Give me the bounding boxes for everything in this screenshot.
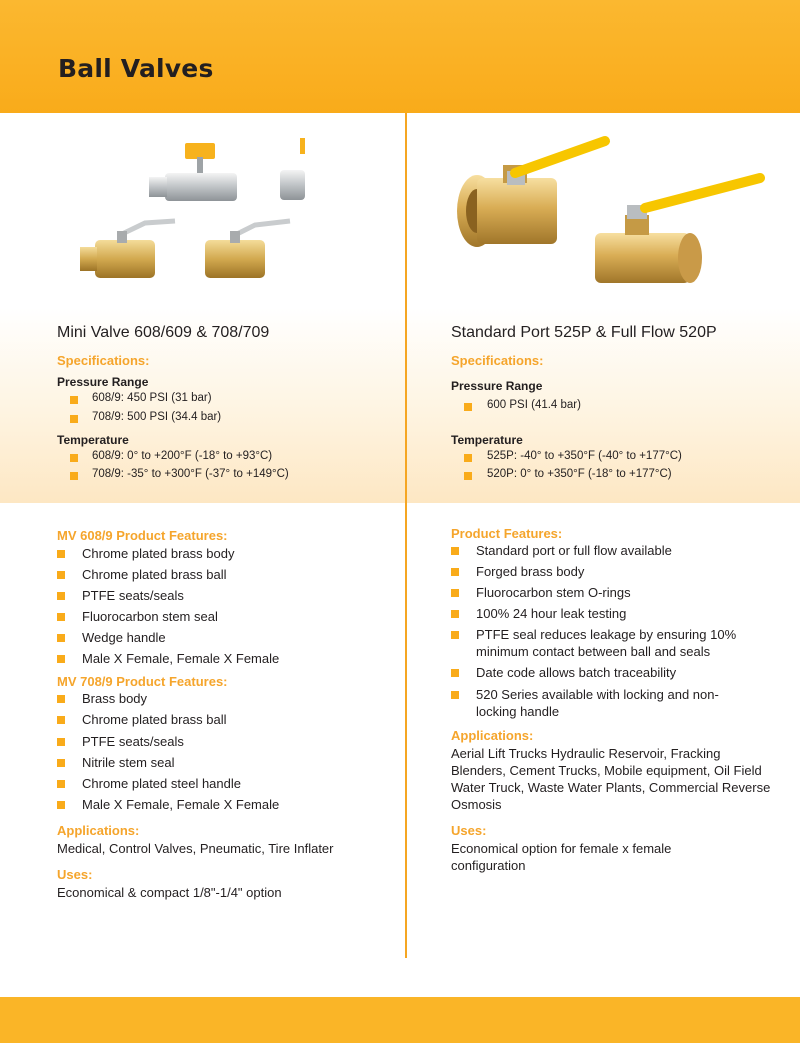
specifications-heading: Specifications: bbox=[57, 353, 150, 368]
bullet-icon bbox=[451, 610, 459, 618]
feature-item: Fluorocarbon stem seal bbox=[82, 609, 218, 624]
pressure-spec: 708/9: 500 PSI (34.4 bar) bbox=[92, 411, 222, 423]
bullet-icon bbox=[464, 472, 472, 480]
bullet-icon bbox=[57, 592, 65, 600]
bullet-icon bbox=[57, 759, 65, 767]
applications-heading: Applications: bbox=[57, 823, 140, 838]
temperature-spec: 525P: -40° to +350°F (-40° to +177°C) bbox=[487, 450, 682, 462]
mv608-features-heading: MV 608/9 Product Features: bbox=[57, 528, 228, 543]
header-band bbox=[0, 0, 800, 113]
feature-item: Brass body bbox=[82, 691, 148, 706]
feature-item: Standard port or full flow available bbox=[476, 543, 672, 558]
feature-item: Date code allows batch traceability bbox=[476, 665, 677, 680]
product-features-heading: Product Features: bbox=[451, 526, 563, 541]
pressure-spec: 608/9: 450 PSI (31 bar) bbox=[92, 392, 212, 404]
footer-band bbox=[0, 997, 800, 1043]
feature-item: Male X Female, Female X Female bbox=[82, 797, 280, 812]
product-title-mini-valve: Mini Valve 608/609 & 708/709 bbox=[57, 324, 270, 341]
bullet-icon bbox=[57, 780, 65, 788]
bullet-icon bbox=[57, 695, 65, 703]
pressure-range-label: Pressure Range bbox=[57, 375, 149, 389]
bullet-icon bbox=[57, 738, 65, 746]
product-title-standard-port: Standard Port 525P & Full Flow 520P bbox=[451, 324, 717, 341]
bullet-icon bbox=[451, 568, 459, 576]
feature-item: PTFE seats/seals bbox=[82, 734, 184, 749]
bullet-icon bbox=[70, 472, 78, 480]
bullet-icon bbox=[464, 454, 472, 462]
standard-port-valve-photo bbox=[455, 133, 770, 293]
feature-item: PTFE seal reduces leakage by ensuring 10% minimum contact between ball and seals bbox=[476, 627, 737, 659]
page-title: Ball Valves bbox=[58, 54, 214, 83]
applications-text: Medical, Control Valves, Pneumatic, Tire Inflater bbox=[57, 841, 334, 856]
feature-item: Forged brass body bbox=[476, 564, 585, 579]
pressure-spec: 600 PSI (41.4 bar) bbox=[487, 399, 581, 411]
bullet-icon bbox=[451, 631, 459, 639]
temperature-spec: 708/9: -35° to +300°F (-37° to +149°C) bbox=[92, 468, 289, 480]
bullet-icon bbox=[57, 550, 65, 558]
uses-heading: Uses: bbox=[57, 867, 93, 882]
feature-item: Fluorocarbon stem O-rings bbox=[476, 585, 631, 600]
temperature-spec: 608/9: 0° to +200°F (-18° to +93°C) bbox=[92, 450, 273, 462]
feature-item: Chrome plated brass ball bbox=[82, 567, 227, 582]
feature-item: Wedge handle bbox=[82, 630, 166, 645]
bullet-icon bbox=[57, 613, 65, 621]
bullet-icon bbox=[451, 669, 459, 677]
uses-text: Economical & compact 1/8"-1/4" option bbox=[57, 885, 282, 900]
mv708-features-heading: MV 708/9 Product Features: bbox=[57, 674, 228, 689]
uses-text: Economical option for female x female configuration bbox=[451, 841, 672, 873]
bullet-icon bbox=[57, 801, 65, 809]
feature-item: 520 Series available with locking and non-locking handle bbox=[476, 687, 719, 719]
uses-heading: Uses: bbox=[451, 823, 487, 838]
bullet-icon bbox=[451, 547, 459, 555]
bullet-icon bbox=[57, 655, 65, 663]
bullet-icon bbox=[57, 634, 65, 642]
temperature-spec: 520P: 0° to +350°F (-18° to +177°C) bbox=[487, 468, 672, 480]
feature-item: Chrome plated steel handle bbox=[82, 776, 241, 791]
applications-heading: Applications: bbox=[451, 728, 534, 743]
bullet-icon bbox=[70, 396, 78, 404]
feature-item: Nitrile stem seal bbox=[82, 755, 175, 770]
bullet-icon bbox=[57, 571, 65, 579]
temperature-label: Temperature bbox=[57, 433, 129, 447]
applications-text: Aerial Lift Trucks Hydraulic Reservoir, Fracking Blenders, Cement Trucks, Mobile equipment, Oil Field Water Truck, Waste Water Plants, Commercial Reverse Osmosis bbox=[451, 746, 771, 812]
bullet-icon bbox=[451, 691, 459, 699]
feature-item: Male X Female, Female X Female bbox=[82, 651, 280, 666]
mini-valve-photo bbox=[75, 135, 305, 295]
bullet-icon bbox=[464, 403, 472, 411]
temperature-label: Temperature bbox=[451, 433, 523, 447]
feature-item: Chrome plated brass body bbox=[82, 546, 235, 561]
bullet-icon bbox=[70, 454, 78, 462]
column-divider bbox=[405, 113, 407, 958]
bullet-icon bbox=[451, 589, 459, 597]
bullet-icon bbox=[57, 716, 65, 724]
feature-item: Chrome plated brass ball bbox=[82, 712, 227, 727]
feature-item: 100% 24 hour leak testing bbox=[476, 606, 627, 621]
pressure-range-label: Pressure Range bbox=[451, 379, 543, 393]
feature-item: PTFE seats/seals bbox=[82, 588, 184, 603]
specifications-heading: Specifications: bbox=[451, 353, 544, 368]
bullet-icon bbox=[70, 415, 78, 423]
